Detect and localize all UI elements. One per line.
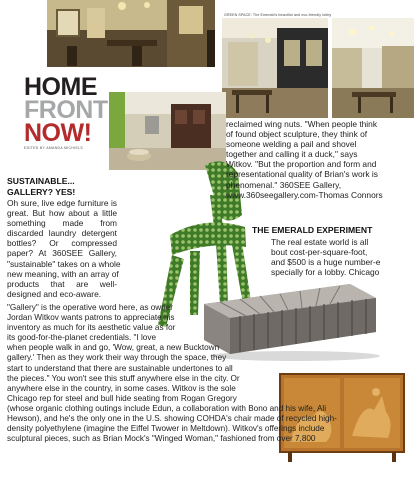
body-line: when people walk in and go, 'Wow, great, a new Bucktown (7, 343, 220, 353)
headline-line-1: SUSTAINABLE... (7, 176, 75, 186)
headline-line-2: GALLERY? YES! (7, 186, 76, 197)
body-line: sculptural pieces, such as Brian Mock's "Winged Woman," fashioned from over 7,800 (7, 434, 316, 444)
body-line: and $500 is a huge number-e (271, 257, 381, 268)
body-line: density polyethylene (imagine the Eiffel Twower in Meltdown). Witkov's offerings include (7, 424, 325, 434)
title-line-front: FRONT (24, 96, 108, 124)
body-line: (whose organic clothing outings include Edun, a collaboration with Bono and his wife, Ali (7, 403, 327, 413)
body-line: representational quality of Brian's work is (226, 169, 378, 180)
lobby-photo-top-left (47, 0, 215, 67)
body-line: together and calling it a duck," says (226, 149, 358, 160)
body-line: Chicago rep for steel and bull hide seating from Rogan Gregory (7, 393, 237, 403)
lobby-photo-top-right (222, 18, 328, 118)
body-line: of found object sculpture, they think of (226, 129, 368, 140)
body-line: bottles? Or compressed (7, 238, 117, 249)
body-line: bout cost-per-square-foot, (271, 247, 368, 258)
main-body-text (7, 303, 407, 444)
body-line: Oh sure, live edge furniture is (7, 198, 117, 208)
section-title (24, 73, 108, 147)
body-line: its good-for-the-planet credentials. "I love (7, 333, 156, 343)
emerald-heading: THE EMERALD EXPERIMENT (252, 225, 373, 235)
body-line: the pieces." You won't see this stuff anywhere else in the city. Or (7, 373, 240, 383)
title-line-home: HOME (24, 73, 97, 101)
body-line: something made from (7, 218, 117, 229)
body-line: products that are well- (7, 278, 117, 289)
emerald-text (271, 237, 414, 277)
body-line: "Gallery" is the operative word here, as owner (7, 303, 174, 312)
body-line: "sustainable" takes on a whole (7, 258, 121, 269)
body-line: anywhere else in the country, in some cases. Witkov is the sole (7, 383, 236, 393)
photo-caption: GREEN SPACE: The Emerald's beautiful and eco-friendly lobby (224, 13, 332, 17)
body-line: start to understand that there are sustainable undertones to all (7, 363, 233, 373)
body-line: discarded laundry detergent (7, 228, 117, 239)
left-column-text (7, 198, 121, 299)
body-line: great. But how about a little (7, 208, 117, 219)
body-line: www.360seegallery.com-Thomas Connors (226, 189, 383, 200)
body-line: Jordan Witkov wants patrons to appreciate his (7, 313, 175, 323)
body-line: Witkov. "But the proportion and form and (226, 159, 377, 170)
title-line-now: NOW! (24, 119, 92, 147)
body-line: gallery.' Then as they work their way through the space, they (7, 353, 227, 363)
article-headline (7, 176, 117, 197)
body-line: Hewson), and he's the only one in the U.S. showing COHDA's chair made of recycled high- (7, 414, 337, 424)
right-column-text (226, 119, 412, 200)
body-line: inventory as much for its aesthetic value as for (7, 323, 176, 333)
body-line: new meaning, with an array of (7, 268, 119, 279)
body-line: designed and eco-aware. (7, 288, 102, 299)
byline: EDITED BY AMANDA MICHIELS (24, 146, 83, 150)
body-line: The real estate world is all (271, 237, 369, 247)
body-line: reclaimed wing nuts. "When people think (226, 119, 378, 129)
lobby-photo-far-right (332, 18, 414, 118)
body-line: paper? At 360SEE Gallery, (7, 248, 117, 259)
body-line: someone welding a pail and shovel (226, 139, 357, 150)
body-line: phenomenal." 360SEE Gallery, (226, 179, 342, 190)
body-line: specially for a lobby. Chicago (271, 267, 380, 278)
